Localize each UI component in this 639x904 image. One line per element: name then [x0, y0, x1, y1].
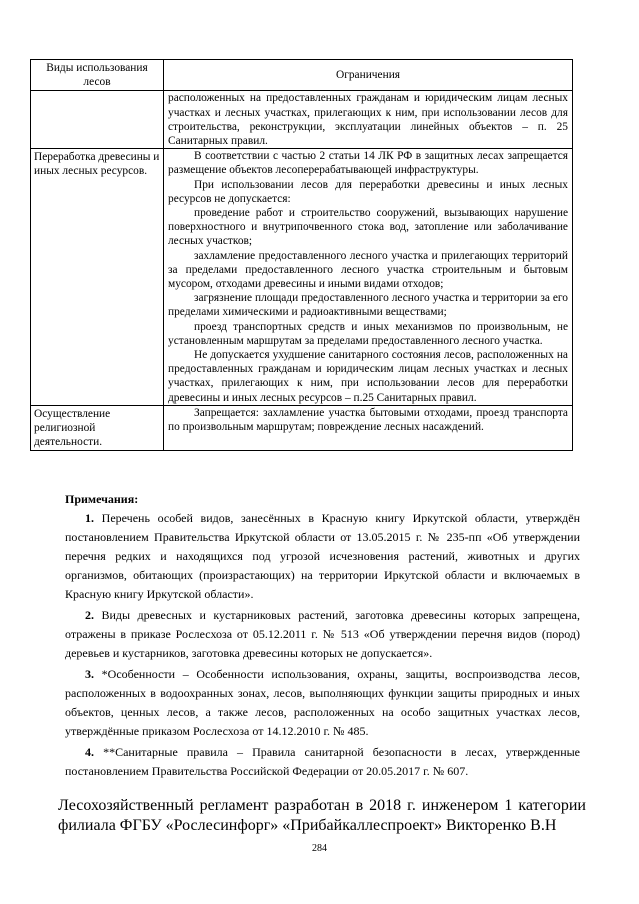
note-number: 3. — [85, 667, 94, 681]
restriction-paragraph: В соответствии с частью 2 статьи 14 ЛК РФ в защитных лесах запрещается размещение объектов лесоперерабатывающей инфраструктуры. — [168, 150, 568, 177]
restrictions-cell — [164, 91, 573, 149]
restriction-paragraph: загрязнение площади предоставленного лесного участка и территории за его пределами химическими и радиоактивными веществами; — [168, 292, 568, 319]
table-row — [31, 405, 573, 451]
restriction-paragraph: проведение работ и строительство сооружений, вызывающих нарушение поверхностного и внутрипочвенного стока вод, затопление или заболачивание лесных участков; — [168, 207, 568, 248]
restriction-paragraph: При использовании лесов для переработки древесины и иных лесных ресурсов не допускается: — [168, 178, 568, 205]
authorship-statement: Лесохозяйственный регламент разработан в 2018 г. инженером 1 категории филиала ФГБУ «Рослесинфорг» «Прибайкаллеспроект» Викторенко В.Н — [58, 797, 586, 834]
table-row — [31, 149, 573, 406]
restriction-paragraph: расположенных на предоставленных гражданам и юридическим лицам лесных участках и лесных участках, прилегающих к ним, при использовании лесов для строительства, реконструкции, эксплуатации линейных объектов – п. 25 Санитарных правил. — [168, 92, 568, 148]
note-number: 4. — [85, 745, 94, 759]
header-forest-use: Виды использования лесов — [31, 60, 164, 91]
forest-use-cell: Переработка древесины и иных лесных ресурсов. — [31, 149, 164, 406]
restriction-paragraph: проезд транспортных средств и иных механизмов по произвольным, не установленным маршрутам за пределами предоставленного лесного участка. — [168, 320, 568, 347]
restrictions-cell — [164, 149, 573, 406]
note-text: Виды древесных и кустарниковых растений, заготовка древесины которых запрещена, отражены в приказе Рослесхоза от 05.12.2011 г. № 513 «Об утверждении перечня видов (пород) деревьев и кустарников, заготовка древесины которых не допускается». — [65, 608, 580, 660]
notes-title: Примечания: — [65, 492, 139, 506]
notes-section — [65, 492, 580, 783]
forest-use-cell: Осуществление религиозной деятельности. — [31, 405, 164, 451]
note-number: 1. — [85, 511, 94, 525]
note-item — [65, 743, 580, 781]
header-restrictions: Ограничения — [164, 60, 573, 91]
table-row — [31, 91, 573, 149]
note-item — [65, 509, 580, 604]
note-text: *Особенности – Особенности использования, охраны, защиты, воспроизводства лесов, расположенных в водоохранных зонах, лесов, выполняющих функции защиты природных и иных объектов, ценных лесов, а также лесов, расположенных на особо защитных участках лесов, утверждённые приказом Рослесхоза от 14.12.2010 г. № 485. — [65, 667, 581, 738]
restriction-paragraph: захламление предоставленного лесного участка и прилегающих территорий за пределами предоставленного лесного участка строительным и бытовым мусором, отходами древесины и иными видами отходов; — [168, 249, 568, 291]
restrictions-cell — [164, 405, 573, 451]
page-number: 284 — [312, 843, 327, 854]
note-item — [65, 665, 580, 741]
note-number: 2. — [85, 608, 94, 622]
table-header-row — [31, 60, 573, 91]
forest-use-cell — [31, 91, 164, 149]
restrictions-table — [30, 59, 573, 451]
restriction-paragraph: Запрещается: захламление участка бытовыми отходами, проезд транспорта по произвольным маршрутам; повреждение лесных насаждений. — [168, 406, 568, 434]
note-item — [65, 606, 580, 663]
note-text: **Санитарные правила – Правила санитарной безопасности в лесах, утвержденные постановлением Правительства Российской Федерации от 20.05.2017 г. № 607. — [65, 745, 581, 778]
note-text: Перечень особей видов, занесённых в Красную книгу Иркутской области, утверждён постановлением Правительства Иркутской области от 13.05.2015 г. № 235-пп «Об утверждении перечня редких и находящихся под угрозой исчезновения растений, животных и других организмов, обитающих (произрастающих) на территории Иркутской области и включаемых в Красную книгу Иркутской области». — [65, 511, 581, 601]
restriction-paragraph: Не допускается ухудшение санитарного состояния лесов, расположенных на предоставленных гражданам и юридическим лицам лесных участках и лесных участках, прилегающих к ним, при использовании лесов для переработки древесины и иных лесных ресурсов – п.25 Санитарных правил. — [168, 349, 568, 404]
